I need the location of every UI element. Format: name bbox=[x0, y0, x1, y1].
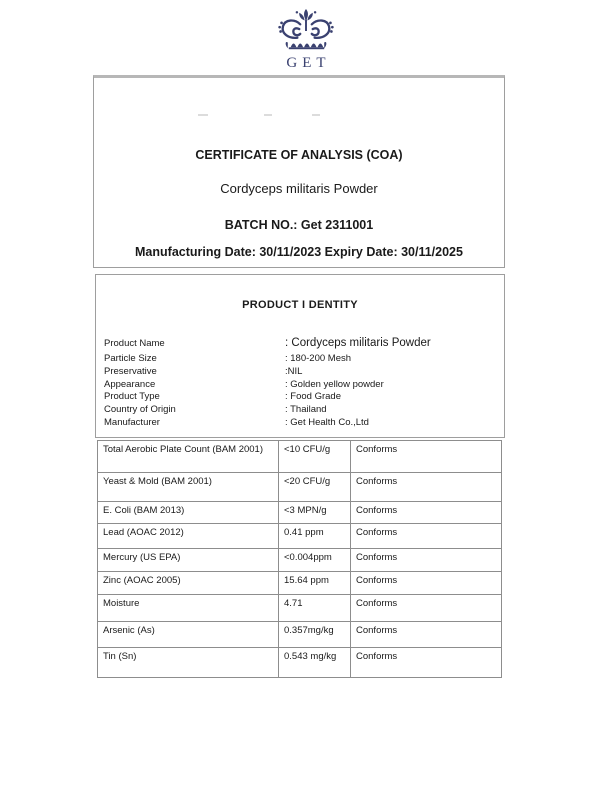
test-name-cell: Mercury (US EPA) bbox=[98, 549, 279, 572]
table-row bbox=[98, 572, 502, 595]
identity-label: Manufacturer bbox=[104, 416, 160, 428]
test-results-table bbox=[97, 440, 502, 678]
logo-emblem-icon bbox=[275, 8, 337, 54]
identity-row-country-of-origin bbox=[104, 404, 498, 417]
identity-label: Country of Origin bbox=[104, 404, 176, 416]
test-name-cell: Arsenic (As) bbox=[98, 622, 279, 648]
test-name-cell: Yeast & Mold (BAM 2001) bbox=[98, 473, 279, 502]
test-result-cell: 0.41 ppm bbox=[279, 524, 351, 549]
test-status-cell: Conforms bbox=[351, 572, 502, 595]
test-result-cell: <0.004ppm bbox=[279, 549, 351, 572]
identity-label: Appearance bbox=[104, 378, 156, 390]
identity-row-product-type bbox=[104, 391, 498, 404]
test-name-cell: Zinc (AOAC 2005) bbox=[98, 572, 279, 595]
test-result-cell: 0.357mg/kg bbox=[279, 622, 351, 648]
test-status-cell: Conforms bbox=[351, 648, 502, 678]
identity-value: : Cordyceps militaris Powder bbox=[285, 337, 431, 349]
test-result-cell: 15.64 ppm bbox=[279, 572, 351, 595]
faint-header-mark bbox=[312, 114, 320, 116]
identity-label: Product Name bbox=[104, 338, 165, 349]
identity-row-appearance bbox=[104, 379, 498, 392]
identity-row-manufacturer bbox=[104, 417, 498, 430]
table-row bbox=[98, 595, 502, 622]
identity-label: Preservative bbox=[104, 365, 157, 377]
product-identity-heading: PRODUCT I DENTITY bbox=[242, 299, 358, 311]
identity-value: : 180-200 Mesh bbox=[285, 353, 352, 364]
manufacturing-expiry-dates: Manufacturing Date: 30/11/2023 Expiry Date: 30/11/2025 bbox=[135, 245, 463, 259]
faint-header-mark bbox=[198, 114, 208, 116]
identity-row-particle-size bbox=[104, 353, 498, 366]
table-row bbox=[98, 549, 502, 572]
faint-header-mark bbox=[264, 114, 272, 116]
table-row bbox=[98, 648, 502, 678]
identity-value: : Get Health Co.,Ltd bbox=[285, 416, 369, 428]
test-status-cell: Conforms bbox=[351, 622, 502, 648]
identity-label: Product Type bbox=[104, 391, 160, 403]
test-name-cell: E. Coli (BAM 2013) bbox=[98, 502, 279, 524]
test-result-cell: 0.543 mg/kg bbox=[279, 648, 351, 678]
test-name-cell: Lead (AOAC 2012) bbox=[98, 524, 279, 549]
identity-label: Particle Size bbox=[104, 353, 157, 364]
test-status-cell: Conforms bbox=[351, 524, 502, 549]
table-row bbox=[98, 441, 502, 473]
product-name-title: Cordyceps militaris Powder bbox=[220, 181, 378, 196]
company-logo bbox=[0, 8, 612, 72]
batch-number: BATCH NO.: Get 2311001 bbox=[224, 218, 374, 232]
test-status-cell: Conforms bbox=[351, 595, 502, 622]
logo-text: GET bbox=[286, 55, 331, 71]
table-row bbox=[98, 622, 502, 648]
table-row bbox=[98, 524, 502, 549]
product-identity-section bbox=[95, 274, 505, 438]
identity-value: :NIL bbox=[285, 365, 303, 377]
table-row bbox=[98, 502, 502, 524]
identity-value: : Food Grade bbox=[285, 391, 341, 403]
identity-value: : Golden yellow powder bbox=[285, 378, 384, 390]
product-identity-rows bbox=[104, 335, 498, 430]
table-row bbox=[98, 473, 502, 502]
test-name-cell: Moisture bbox=[98, 595, 279, 622]
title-section bbox=[93, 75, 505, 268]
identity-value: : Thailand bbox=[285, 404, 327, 416]
test-result-cell: 4.71 bbox=[279, 595, 351, 622]
test-name-cell: Total Aerobic Plate Count (BAM 2001) bbox=[98, 441, 279, 473]
test-result-cell: <3 MPN/g bbox=[279, 502, 351, 524]
document-title: CERTIFICATE OF ANALYSIS (COA) bbox=[195, 148, 403, 162]
test-status-cell: Conforms bbox=[351, 441, 502, 473]
identity-row-product-name bbox=[104, 335, 498, 351]
test-result-cell: <10 CFU/g bbox=[279, 441, 351, 473]
test-status-cell: Conforms bbox=[351, 473, 502, 502]
test-status-cell: Conforms bbox=[351, 549, 502, 572]
test-result-cell: <20 CFU/g bbox=[279, 473, 351, 502]
test-name-cell: Tin (Sn) bbox=[98, 648, 279, 678]
test-status-cell: Conforms bbox=[351, 502, 502, 524]
identity-row-preservative bbox=[104, 366, 498, 379]
